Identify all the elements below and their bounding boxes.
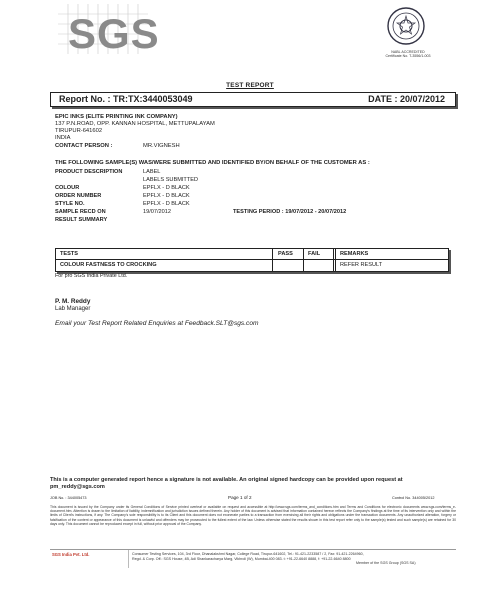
issuer-line: For pro SGS India Private Ltd. xyxy=(55,273,128,279)
company-name: SGS India Pvt. Ltd. xyxy=(52,552,90,557)
sample-row: COLOUR EPFLX - D BLACK xyxy=(55,185,190,191)
sample-row: RESULT SUMMARY xyxy=(55,217,108,223)
signatory-role: Lab Manager xyxy=(55,306,91,312)
sample-row: SAMPLE RECD ON 19/07/2012 xyxy=(55,209,171,215)
table-divider xyxy=(303,249,304,271)
computer-generated-note: This is a computer generated report hence a signature is not available. An original signed hardcopy can be provided upon request at pm_reddy@sgs.com xyxy=(50,477,403,490)
member-note: Member of the SGS Group (SGS SA) xyxy=(356,561,416,565)
table-cell-remarks: REFER RESULT xyxy=(340,262,383,268)
control-number: Control No. 344005/2012 xyxy=(392,496,435,500)
sample-row: STYLE NO. EPFLX - D BLACK xyxy=(55,201,190,207)
testing-period: TESTING PERIOD : 19/07/2012 - 20/07/2012 xyxy=(233,209,347,215)
nabl-seal-icon xyxy=(386,6,426,46)
seal-caption: NABL ACCREDITED Certificate No. T-3556/1-003 xyxy=(385,50,431,59)
table-divider xyxy=(333,249,334,271)
results-table xyxy=(55,248,449,272)
table-divider xyxy=(335,249,336,271)
footer-rule xyxy=(50,549,456,550)
report-number-bar xyxy=(50,92,456,107)
job-number: JOB No. : 344005473 xyxy=(50,496,87,500)
table-divider xyxy=(56,259,448,260)
sample-row: ORDER NUMBER EPFLX - D BLACK xyxy=(55,193,190,199)
table-header-pass: PASS xyxy=(278,251,293,257)
company-address-line1: Consumer Testing Services, 104, 3rd Floor, Dhanalakshmi Nagar, College Road, Tirupur-641602, Tel.: 91-421-2233587 / 2, Fax: 91-421-2264960, xyxy=(132,552,364,556)
signatory-name: P. M. Reddy xyxy=(55,298,91,305)
table-header-remarks: REMARKS xyxy=(340,251,369,257)
report-number: Report No. : TR:TX:3440053049 xyxy=(59,94,193,104)
customer-address-line1: 137 P.N.ROAD, OPP. KANNAN HOSPITAL, METTUPALAYAM xyxy=(55,121,215,127)
company-address-line2: Regd. & Corp. Off.: SGS House, 4B, Adi Shankaracharya Marg, Vikhroli (W), Mumbai-400 083. t: +91-22-6640 8888, f: +91-22-6640 8800 xyxy=(132,557,351,561)
table-header-tests: TESTS xyxy=(60,251,79,257)
page-number: Page 1 of 2 xyxy=(228,495,252,500)
email-note: Email your Test Report Related Enquiries at Feedback.SLT@sgs.com xyxy=(55,320,259,327)
sample-row: LABELS SUBMITTED xyxy=(143,177,199,183)
table-divider xyxy=(272,249,273,271)
table-header-fail: FAIL xyxy=(308,251,321,257)
contact-person xyxy=(55,143,180,150)
samples-intro: THE FOLLOWING SAMPLE(S) WAS/WERE SUBMITTED AND IDENTIFIED BY/ON BEHALF OF THE CUSTOMER AS : xyxy=(55,160,370,166)
footer-divider xyxy=(128,550,129,568)
contact-label: CONTACT PERSON : xyxy=(55,143,113,149)
disclaimer-text: This document is issued by the Company under its General Conditions of Service printed overleaf or available on request and accessible at http://www.sgs.com/terms_and_conditions.htm and Terms and Conditions for electronic documents www.sgs.com/terms_e-document.htm. Attention is drawn to the limitation of liability, indemnification and jurisdiction issues defined therein. Any holder of this document is advised that information contained hereon reflects the Company's findings at the time of its intervention only and within the limits of Client's instructions, if any. The Company's sole responsibility is to its Client and this document does not exonerate parties to a transaction from exercising all their rights and obligations under the transaction documents. Any unauthorized alteration, forgery or falsification of the content or appearance of this document is unlawful and offenders may be prosecuted to the fullest extent of the law. Unless otherwise stated the results shown in this test report refer only to the sample(s) tested and such sample(s) are retained for 30 days only. This document cannot be reproduced except in full, without prior approval of the Company. xyxy=(50,505,456,526)
customer-address-line2: TIRUPUR-641602 xyxy=(55,128,103,134)
table-cell-test: COLOUR FASTNESS TO CROCKING xyxy=(60,262,157,268)
contact-value: MR.VIGNESH xyxy=(143,143,180,149)
report-date: DATE : 20/07/2012 xyxy=(368,94,445,104)
report-title: TEST REPORT xyxy=(226,82,274,89)
sgs-logo: SGS xyxy=(68,10,160,57)
sample-row: PRODUCT DESCRIPTION LABEL xyxy=(55,169,161,175)
customer-name: EPIC INKS (ELITE PRINTING INK COMPANY) xyxy=(55,114,178,120)
customer-country: INDIA xyxy=(55,135,71,141)
